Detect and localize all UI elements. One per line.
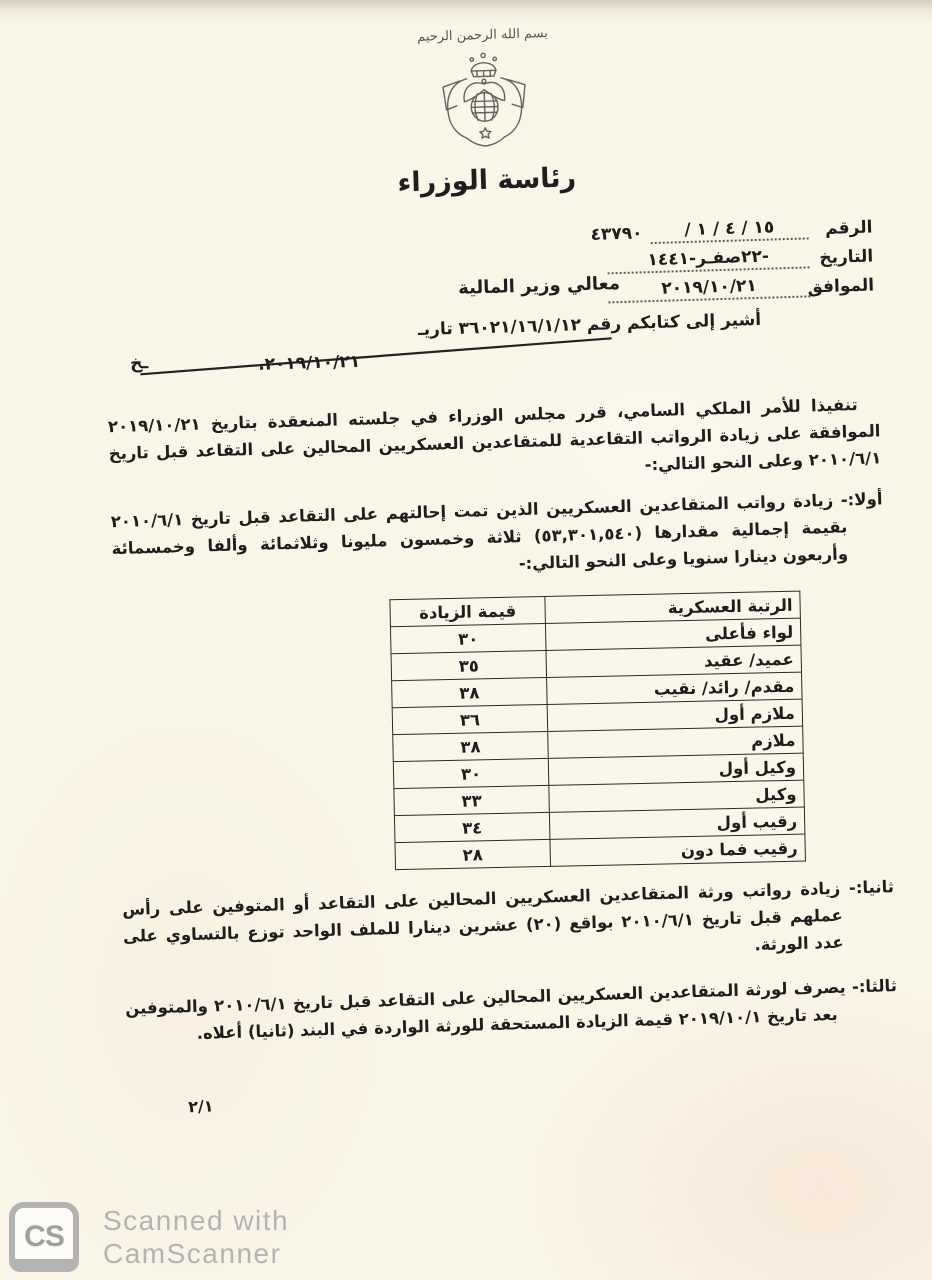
clause-second-text: زيادة رواتب ورثة المتقاعدين العسكريين المحالين على التقاعد أو المتوفين على رأس عملهم قبل تاريخ ٢٠١٠/٦/١ بواقع (٢٠) عشرين دينارا للملف الواحد توزع بالتساوي على عدد الورثة. — [122, 878, 844, 955]
intro-paragraph — [105, 306, 879, 401]
increase-table — [389, 591, 806, 871]
camscanner-watermark — [9, 1202, 289, 1272]
document-header — [96, 7, 873, 208]
increase-value-cell: ٣٤ — [394, 812, 550, 842]
increase-value-cell: ٣٠ — [393, 758, 549, 788]
organization-title: رئاسة الوزراء — [397, 162, 577, 199]
clause-third — [125, 972, 898, 1049]
increase-value-cell: ٢٨ — [395, 839, 551, 869]
increase-value-cell: ٣٨ — [392, 677, 548, 707]
intro-line1: أشير إلى كتابكم رقم ٣٦٠٢١/١٦/١/١٢ تاريـ — [417, 309, 762, 341]
hijri-date-value: -٢٢صفـر-١٤٤١ — [607, 245, 810, 274]
increase-value-cell: ٣٣ — [394, 785, 550, 815]
document-content — [96, 7, 900, 1118]
decision-paragraph: تنفيذا للأمر الملكي السامي، قرر مجلس الوزراء في جلسته المنعقدة بتاريخ ٢٠١٩/١٠/٢١ الموافقة على زيادة الرواتب التقاعدية للمتقاعدين العسكريين المحالين على التقاعد قبل تاريخ ٢٠١٠/٦/١ وعلى النحو التالي:- — [107, 395, 882, 475]
rank-cell: ملازم أول — [547, 699, 803, 731]
rank-column-header: الرتبة العسكرية — [545, 591, 801, 623]
rank-cell: وكيل — [549, 780, 805, 812]
camscanner-cs-logo-icon — [9, 1202, 79, 1272]
intro-wrap-letter: ـخ — [129, 353, 149, 374]
reference-number-label: الرقم — [824, 217, 873, 239]
rank-cell: ملازم — [548, 726, 804, 758]
intro-date: ٢٠١٩/١٠/٢١. — [257, 351, 361, 375]
watermark-line1: Scanned with — [103, 1205, 290, 1236]
watermark-line2: CamScanner — [103, 1238, 282, 1269]
rank-cell: عميد/ عقيد — [546, 645, 802, 677]
jordan-coat-of-arms-icon — [421, 45, 548, 167]
gregorian-date-label: الموافق — [807, 275, 875, 298]
increase-column-header: قيمة الزيادة — [390, 596, 546, 626]
hijri-date-label: التاريخ — [819, 246, 874, 269]
clause-first — [110, 485, 884, 589]
clause-first-label: أولا:- — [840, 489, 883, 510]
rank-cell: رقيب أول — [549, 807, 805, 839]
clause-third-text: يصرف لورثة المتقاعدين العسكريين المحالين على التقاعد قبل تاريخ ٢٠١٠/٦/١ والمتوفين بعد تاريخ ٢٠١٩/١٠/١ قيمة الزيادة المستحقة للورثة الواردة في البند (ثانيا) أعلاه. — [124, 977, 846, 1043]
clause-third-label: ثالثا:- — [851, 976, 898, 997]
increase-value-cell: ٣٠ — [390, 623, 546, 653]
clause-first-text: زيادة رواتب المتقاعدين العسكريين الذين تمت إحالتهم على التقاعد قبل تاريخ ٢٠١٠/٦/١ بقيمة إجمالية مقدارها (٥٣,٣٠١,٥٤٠) ثلاثة وخمسون مليونا وثلاثمائة وألفا وخمسمائة وأربعون دينارا سنويا وعلى النحو التالي:- — [110, 490, 849, 574]
reference-number-value: ١٥ / ٤ / ١ / — [650, 216, 809, 244]
clause-second — [122, 873, 896, 977]
clause-second-label: ثانيا:- — [848, 877, 895, 898]
recipient-line: معالي وزير المالية — [457, 273, 621, 299]
increase-value-cell: ٣٨ — [393, 731, 549, 761]
gregorian-date-value: ٢٠١٩/١٠/٢١ — [608, 274, 811, 303]
rank-cell: لواء فأعلى — [545, 618, 801, 650]
reference-number-tail: ٤٣٧٩٠ — [590, 223, 643, 245]
kashida-stretch-line — [129, 326, 618, 382]
increase-value-cell: ٣٥ — [391, 650, 547, 680]
rank-cell: رقيب فما دون — [550, 834, 806, 866]
rank-table-body — [390, 618, 805, 870]
watermark-text — [103, 1202, 289, 1270]
increase-value-cell: ٣٦ — [392, 704, 548, 734]
rank-cell: وكيل أول — [548, 753, 804, 785]
rank-cell: مقدم/ رائد/ نقيب — [547, 672, 803, 704]
page-number: ٢/١ — [187, 1096, 214, 1117]
basmala-calligraphy: بسم الله الرحمن الرحيم — [416, 26, 549, 45]
cs-logo-letters: CS — [24, 1220, 64, 1253]
